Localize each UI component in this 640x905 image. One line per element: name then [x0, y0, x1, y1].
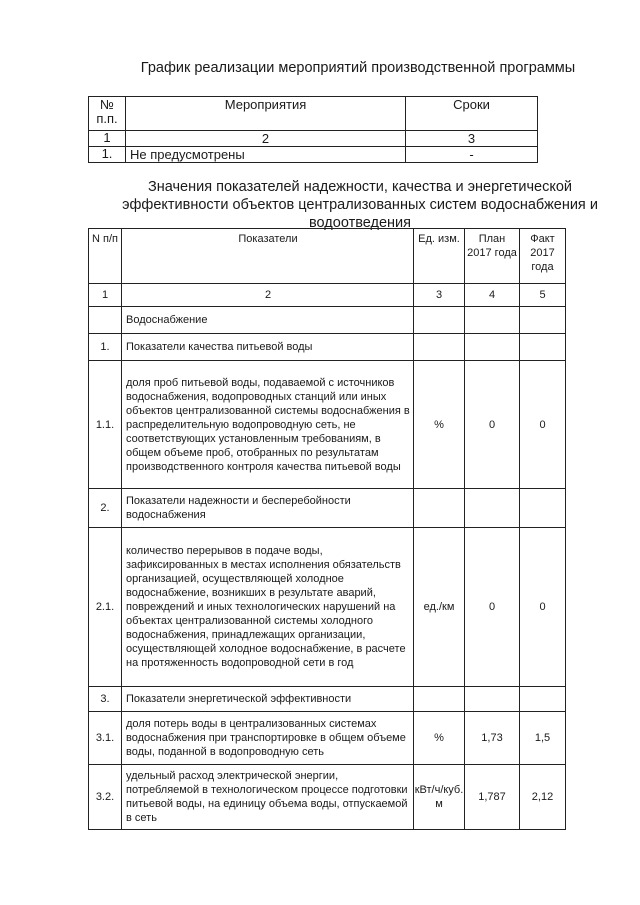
- row-num: 3.: [89, 687, 122, 712]
- row-term: -: [406, 147, 538, 163]
- row-num: 1.: [89, 334, 122, 361]
- schedule-title: График реализации мероприятий производственной программы: [140, 60, 576, 76]
- row-indicator: Показатели качества питьевой воды: [122, 334, 414, 361]
- row-indicator: удельный расход электрической энергии, потребляемой в технологическом процессе подготовки питьевой воды, на единицу объема воды, отпускаемой в сеть: [122, 765, 414, 830]
- table-header-row: [89, 97, 538, 131]
- section-title: Водоснабжение: [122, 307, 414, 334]
- row-num: 2.1.: [89, 528, 122, 687]
- index-cell: 4: [465, 284, 520, 307]
- table-row: [89, 489, 566, 528]
- index-cell: 3: [414, 284, 465, 307]
- row-unit: [414, 334, 465, 361]
- index-cell: 3: [406, 131, 538, 147]
- table-index-row: [89, 131, 538, 147]
- row-plan: 0: [465, 361, 520, 489]
- table-header-row: [89, 229, 566, 284]
- row-unit: ед./км: [414, 528, 465, 687]
- table-row: [89, 361, 566, 489]
- row-num: 3.2.: [89, 765, 122, 830]
- row-fact: [520, 489, 566, 528]
- row-plan: 1,787: [465, 765, 520, 830]
- header-terms: Сроки: [406, 97, 538, 131]
- row-indicator: доля потерь воды в централизованных системах водоснабжения при транспортировке в общем объеме воды, поданной в водопроводную сеть: [122, 712, 414, 765]
- row-num: 1.1.: [89, 361, 122, 489]
- row-plan: [465, 334, 520, 361]
- index-cell: 1: [89, 284, 122, 307]
- index-cell: 5: [520, 284, 566, 307]
- table-index-row: [89, 284, 566, 307]
- row-fact: [520, 687, 566, 712]
- row-num: 1.: [89, 147, 126, 163]
- table-row: [89, 528, 566, 687]
- row-indicator: Показатели надежности и бесперебойности водоснабжения: [122, 489, 414, 528]
- row-fact: 0: [520, 361, 566, 489]
- row-plan: 1,73: [465, 712, 520, 765]
- header-fact: Факт 2017 года: [520, 229, 566, 284]
- row-plan: 0: [465, 528, 520, 687]
- row-fact: 1,5: [520, 712, 566, 765]
- header-num: N п/п: [89, 229, 122, 284]
- row-num: 3.1.: [89, 712, 122, 765]
- index-cell: 2: [126, 131, 406, 147]
- row-indicator: Показатели энергетической эффективности: [122, 687, 414, 712]
- index-cell: 2: [122, 284, 414, 307]
- row-indicator: доля проб питьевой воды, подаваемой с источников водоснабжения, водопроводных станций или иных объектов централизованной системы водоснабжения в распределительную водопроводную сеть, не соответствующих установленным требованиям, в общем объеме проб, отобранных по результатам производственного контроля качества питьевой воды: [122, 361, 414, 489]
- header-num: № п.п.: [89, 97, 126, 131]
- index-cell: 1: [89, 131, 126, 147]
- row-fact: [520, 334, 566, 361]
- table-row: [89, 765, 566, 830]
- row-indicator: количество перерывов в подаче воды, зафиксированных в местах исполнения обязательств организацией, осуществляющей холодное водоснабжение, возникших в результате аварий, повреждений и иных технологических нарушений на объектах централизованной системы холодного водоснабжения, принадлежащих организации, осуществляющей холодное водоснабжение, в расчете на протяженность водопроводной сети в год: [122, 528, 414, 687]
- row-unit: [414, 687, 465, 712]
- row-fact: 0: [520, 528, 566, 687]
- row-plan: [465, 687, 520, 712]
- header-activities: Мероприятия: [126, 97, 406, 131]
- row-unit: кВт/ч/куб. м: [414, 765, 465, 830]
- header-unit: Ед. изм.: [414, 229, 465, 284]
- row-unit: %: [414, 361, 465, 489]
- row-fact: 2,12: [520, 765, 566, 830]
- schedule-table: [88, 96, 538, 163]
- section-row: [89, 307, 566, 334]
- header-plan: План 2017 года: [465, 229, 520, 284]
- row-num: 2.: [89, 489, 122, 528]
- table-row: [89, 147, 538, 163]
- row-unit: [414, 489, 465, 528]
- table-row: [89, 687, 566, 712]
- indicators-table: [88, 228, 566, 830]
- indicators-title: Значения показателей надежности, качества и энергетической эффективности объектов централизованных систем водоснабжения и водоотведения: [122, 179, 598, 231]
- row-plan: [465, 489, 520, 528]
- header-indicator: Показатели: [122, 229, 414, 284]
- table-row: [89, 712, 566, 765]
- row-unit: %: [414, 712, 465, 765]
- table-row: [89, 334, 566, 361]
- row-activity: Не предусмотрены: [126, 147, 406, 163]
